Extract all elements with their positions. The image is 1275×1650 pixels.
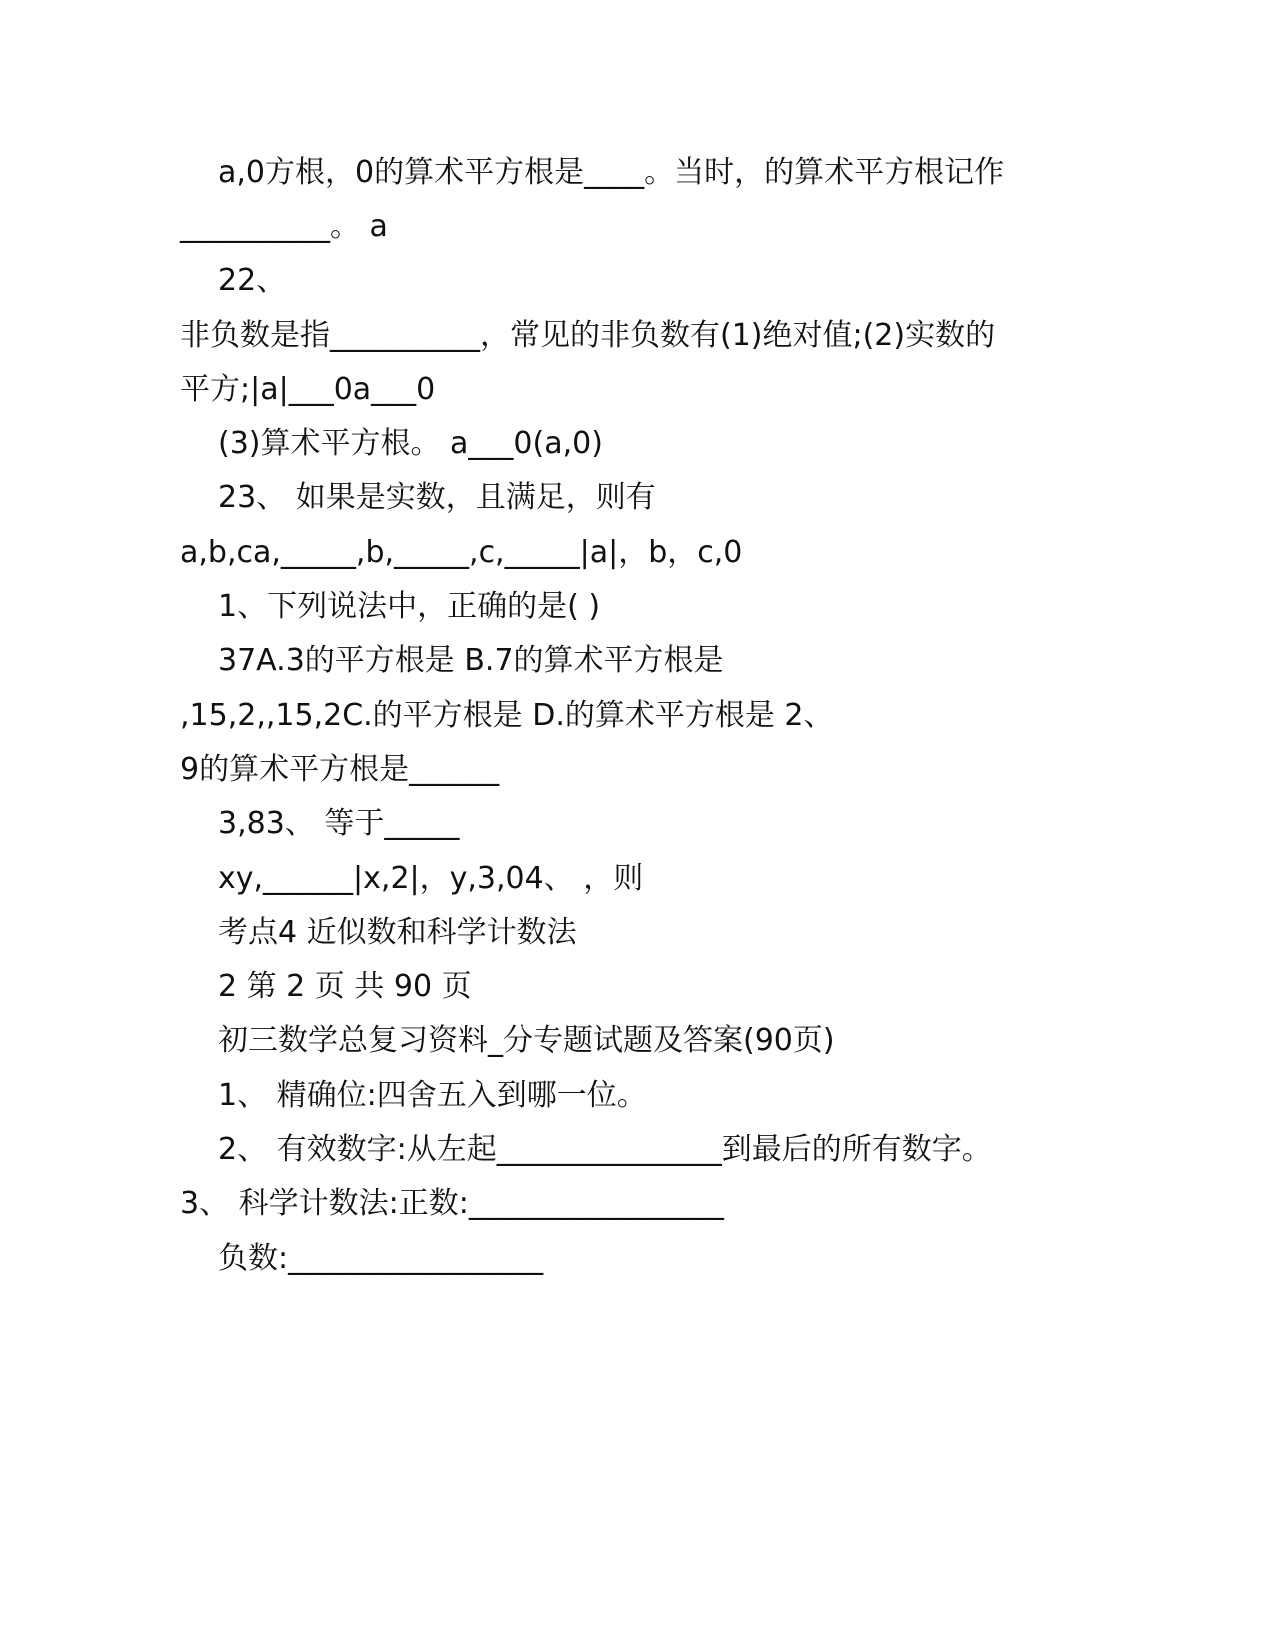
text-line-3: 22、 xyxy=(218,263,287,298)
text-line-11: ,15,2,,15,2C.的平方根是 D.的算术平方根是 2、 xyxy=(180,698,834,733)
text-line-1: a,0方根，0的算术平方根是____。当时，的算术平方根记作 xyxy=(218,155,1005,190)
text-line-18: 1、 精确位:四舍五入到哪一位。 xyxy=(218,1078,647,1113)
text-line-8: a,b,ca,_____,b,_____,c,_____|a|，b，c,0 xyxy=(180,535,743,570)
document-title: 初三数学总复习资料_分专题试题及答案(90页) xyxy=(218,1023,835,1058)
text-line-12: 9的算术平方根是______ xyxy=(180,752,500,787)
text-line-20: 3、 科学计数法:正数:_________________ xyxy=(180,1186,724,1221)
text-line-6: (3)算术平方根。 a___0(a,0) xyxy=(218,426,603,461)
text-line-13: 3,83、 等于_____ xyxy=(218,806,460,841)
text-line-10: 37A.3的平方根是 B.7的算术平方根是 xyxy=(218,643,724,678)
text-line-2: __________。 a xyxy=(180,209,388,244)
text-line-21: 负数:_________________ xyxy=(218,1241,544,1276)
text-line-5: 平方;|a|___0a___0 xyxy=(180,372,436,407)
page-number: 2 第 2 页 共 90 页 xyxy=(218,969,472,1004)
text-line-7: 23、 如果是实数，且满足，则有 xyxy=(218,480,656,515)
text-line-9: 1、下列说法中，正确的是( ) xyxy=(218,589,601,624)
text-line-4: 非负数是指__________，常见的非负数有(1)绝对值;(2)实数的 xyxy=(180,318,996,353)
text-line-19: 2、 有效数字:从左起_______________到最后的所有数字。 xyxy=(218,1132,992,1167)
text-line-14: xy,______|x,2|，y,3,04、 ，则 xyxy=(218,861,644,896)
section-heading: 考点4 近似数和科学计数法 xyxy=(218,915,577,950)
